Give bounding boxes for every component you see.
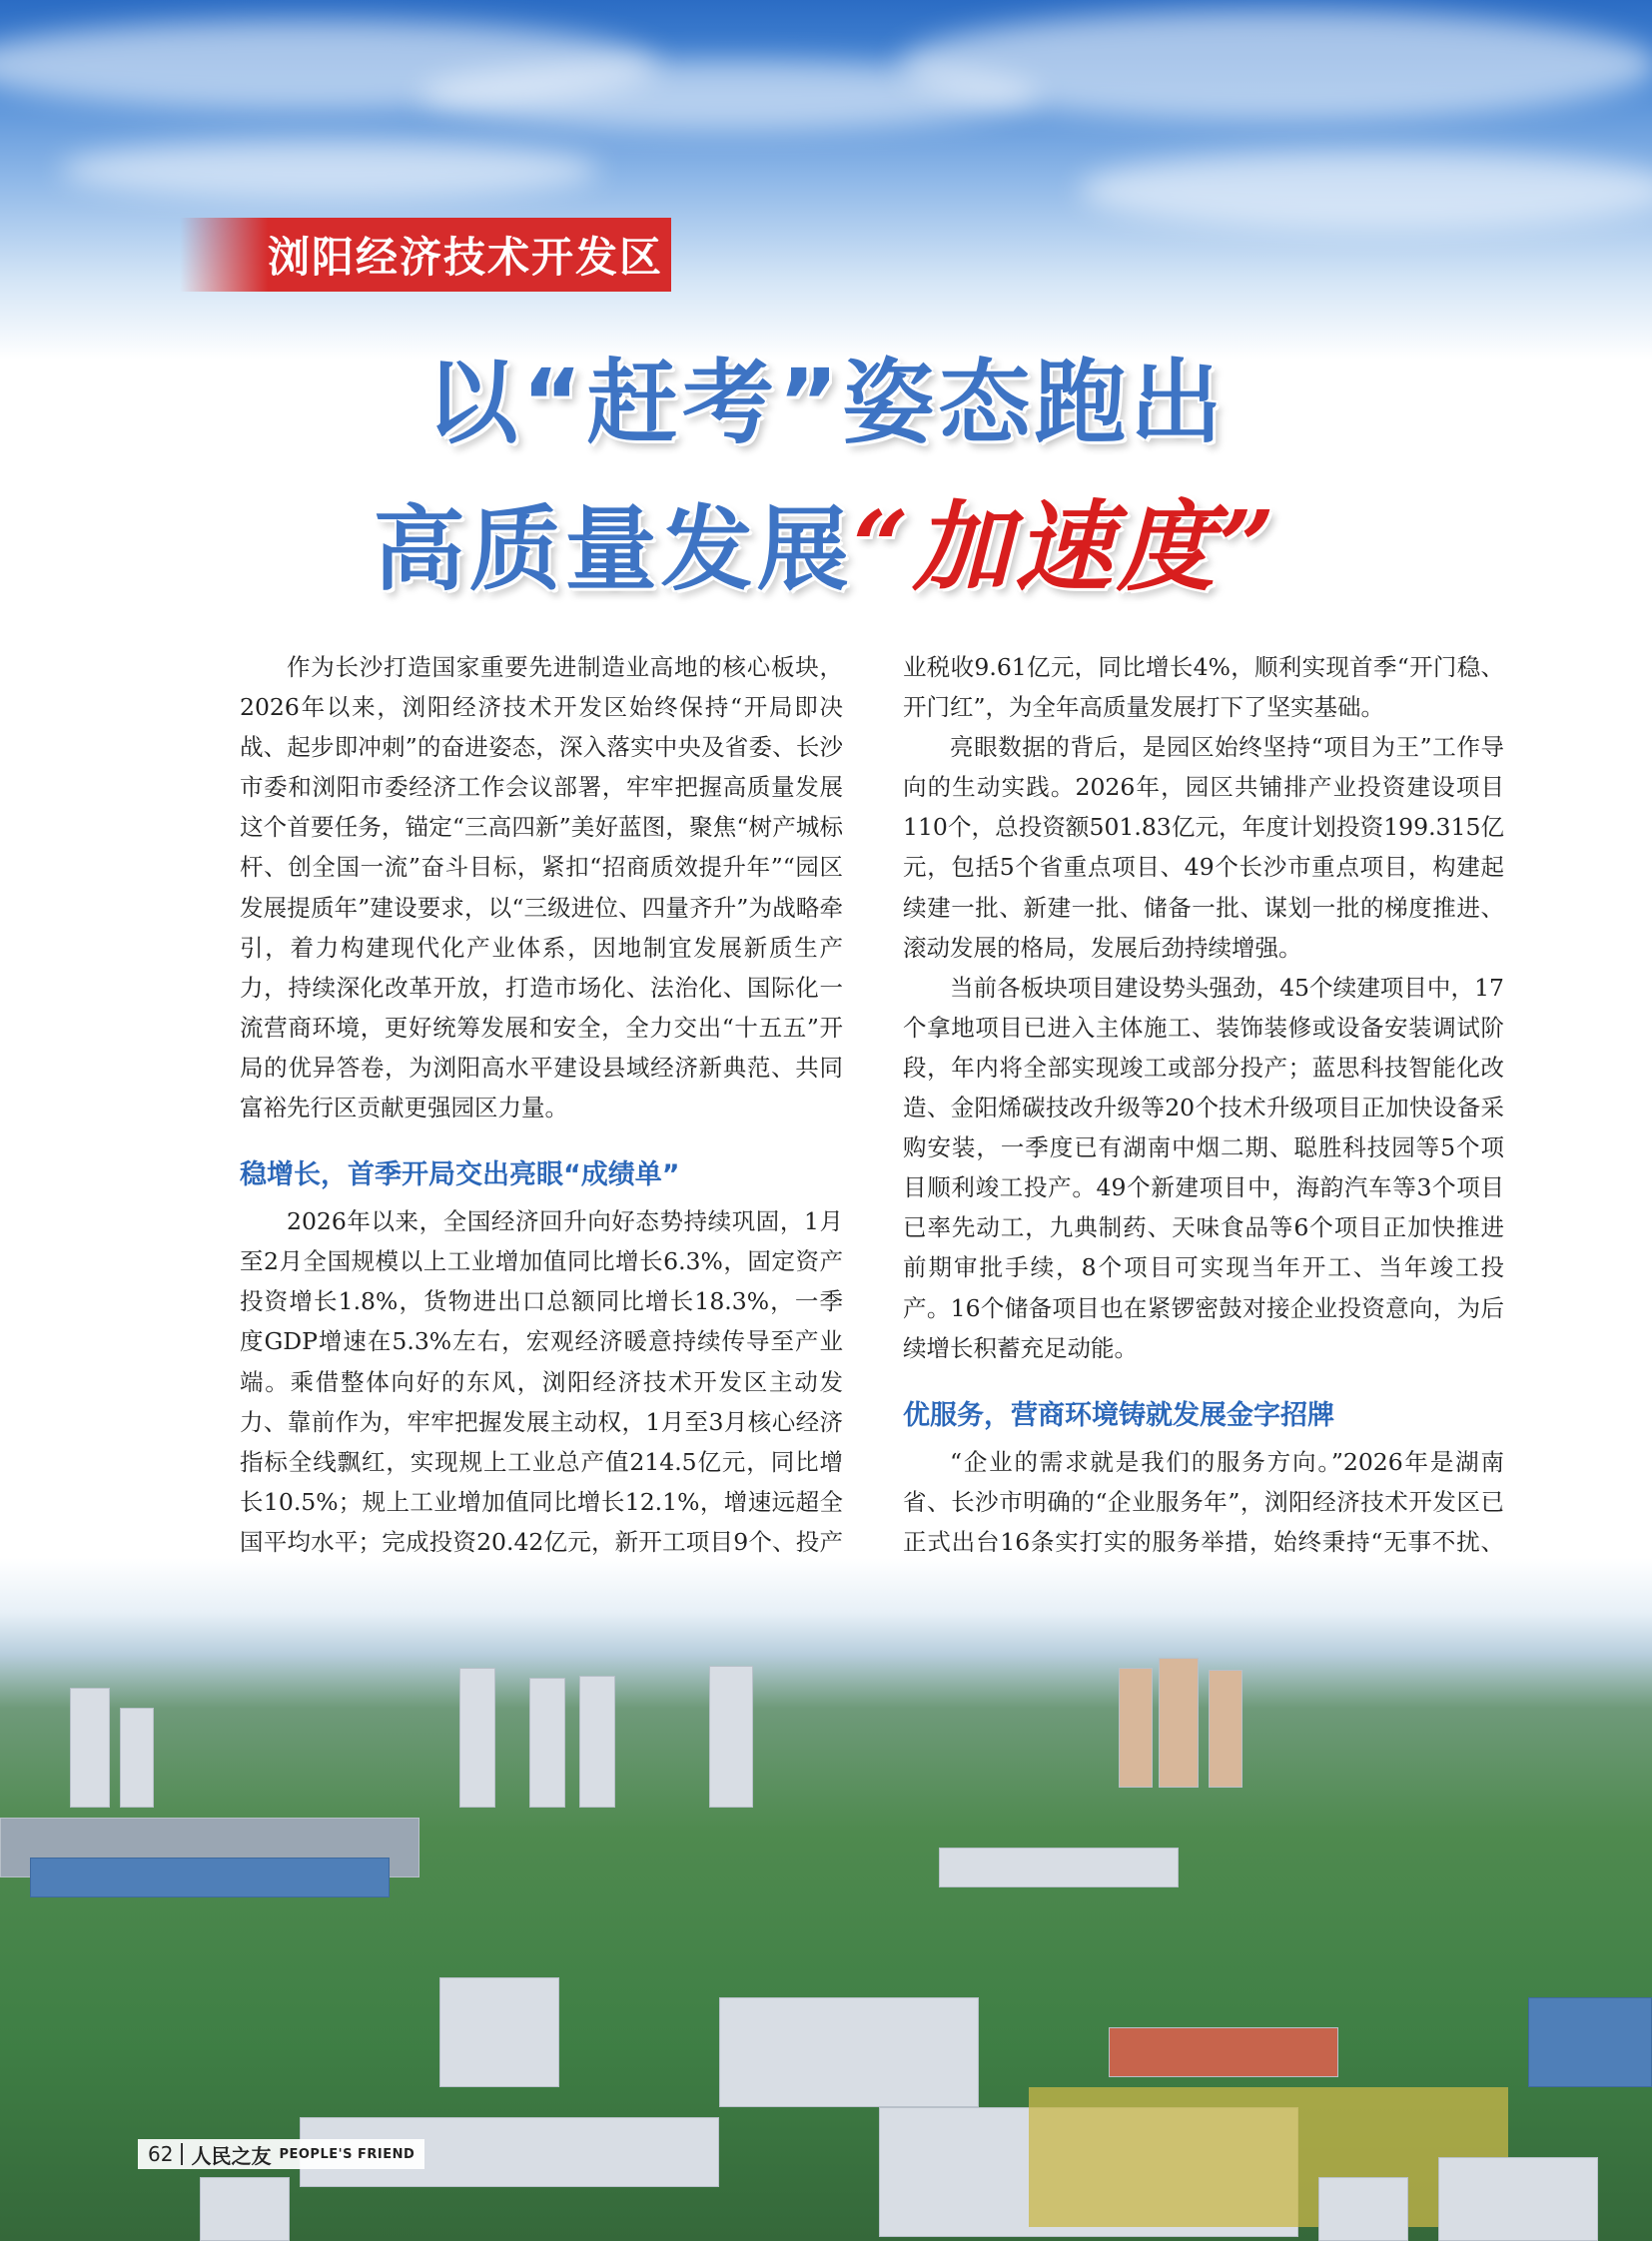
magazine-name-en: PEOPLE'S FRIEND	[279, 2146, 415, 2162]
headline-line-2-plain: 高质量发展	[373, 496, 853, 603]
section-tag	[180, 218, 671, 292]
headline-line-2	[0, 469, 1652, 610]
section-heading-growth: 稳增长，首季开局交出亮眼“成绩单”	[240, 1159, 680, 1191]
section-heading-service: 优服务，营商环境铸就发展金字招牌	[903, 1399, 1334, 1431]
article-paragraph-continued: 业税收9.61亿元，同比增长4%，顺利实现首季“开门稳、开门红”，为全年高质量发展打下了坚实基础。	[903, 653, 1504, 722]
magazine-name-cn: 人民之友	[191, 2143, 272, 2168]
article-paragraph: 2026年以来，全国经济回升向好态势持续巩固，1月至2月全国规模以上工业增加值同比增长6.3%，固定资产投资增长1.8%，货物进出口总额同比增长18.3%，一季度GDP增速在5.3%左右，宏观经济暖意持续传导至产业端。乘借整体向好的东风，浏阳经济技术开发区主动发力、靠前作为，牢牢把握发展主动权，1月至3月核心经济指标全线飘红，实现规上工业总产值214.5亿元，同比增长10.5%；规上工业增加值同比增长12.1%，增速远超全国平均水平；完成投资20.42亿元，新开工项目9个、投产	[240, 1207, 843, 1556]
article-paragraph: “企业的需求就是我们的服务方向。”2026年是湖南省、长沙市明确的“企业服务年”，浏阳经济技术开发区已正式出台16条实打实的服务举措，始终秉持“无事不扰、	[903, 1447, 1504, 1556]
article-column-left	[240, 647, 843, 1602]
article-paragraph: 当前各板块项目建设势头强劲，45个续建项目中，17个拿地项目已进入主体施工、装饰装修或设备安装调试阶段，年内将全部实现竣工或部分投产；蓝思科技智能化改造、金阳烯碳技改升级等20个技术升级项目正加快设备采购安装，一季度已有湖南中烟二期、聪胜科技园等5个项目顺利竣工投产。49个新建项目中，海韵汽车等3个项目已率先动工，九典制药、天味食品等6个项目正加快推进前期审批手续，8个项目可实现当年开工、当年竣工投产。16个储备项目也在紧锣密鼓对接企业投资意向，为后续增长积蓄充足动能。	[903, 973, 1504, 1362]
headline-line-1: 以“赶考”姿态跑出	[425, 350, 1227, 456]
footer-divider	[181, 2143, 183, 2165]
page-footer	[138, 2139, 424, 2169]
section-tag-label: 浏阳经济技术开发区	[268, 233, 664, 282]
sky-background	[0, 0, 1652, 360]
article-column-right	[903, 647, 1504, 1642]
article-intro: 作为长沙打造国家重要先进制造业高地的核心板块，2026年以来，浏阳经济技术开发区始终保持“开局即决战、起步即冲刺”的奋进姿态，深入落实中央及省委、长沙市委和浏阳市委经济工作会议部署，牢牢把握高质量发展这个首要任务，锚定“三高四新”美好蓝图，聚焦“树产城标杆、创全国一流”奋斗目标，紧扣“招商质效提升年”“园区发展提质年”建设要求，以“三级进位、四量齐升”为战略牵引，着力构建现代化产业体系，因地制宜发展新质生产力，持续深化改革开放，打造市场化、法治化、国际化一流营商环境，更好统筹发展和安全，全力交出“十五五”开局的优异答卷，为浏阳高水平建设县域经济新典范、共同富裕先行区贡献更强园区力量。	[240, 653, 843, 1122]
page-number: 62	[148, 2142, 174, 2166]
headline-highlight: “加速度”	[852, 490, 1279, 605]
article-paragraph: 亮眼数据的背后，是园区始终坚持“项目为王”工作导向的生动实践。2026年，园区共铺排产业投资建设项目110个，总投资额501.83亿元，年度计划投资199.315亿元，包括5个省重点项目、49个长沙市重点项目，构建起续建一批、新建一批、储备一批、谋划一批的梯度推进、滚动发展的格局，发展后劲持续增强。	[903, 733, 1504, 962]
